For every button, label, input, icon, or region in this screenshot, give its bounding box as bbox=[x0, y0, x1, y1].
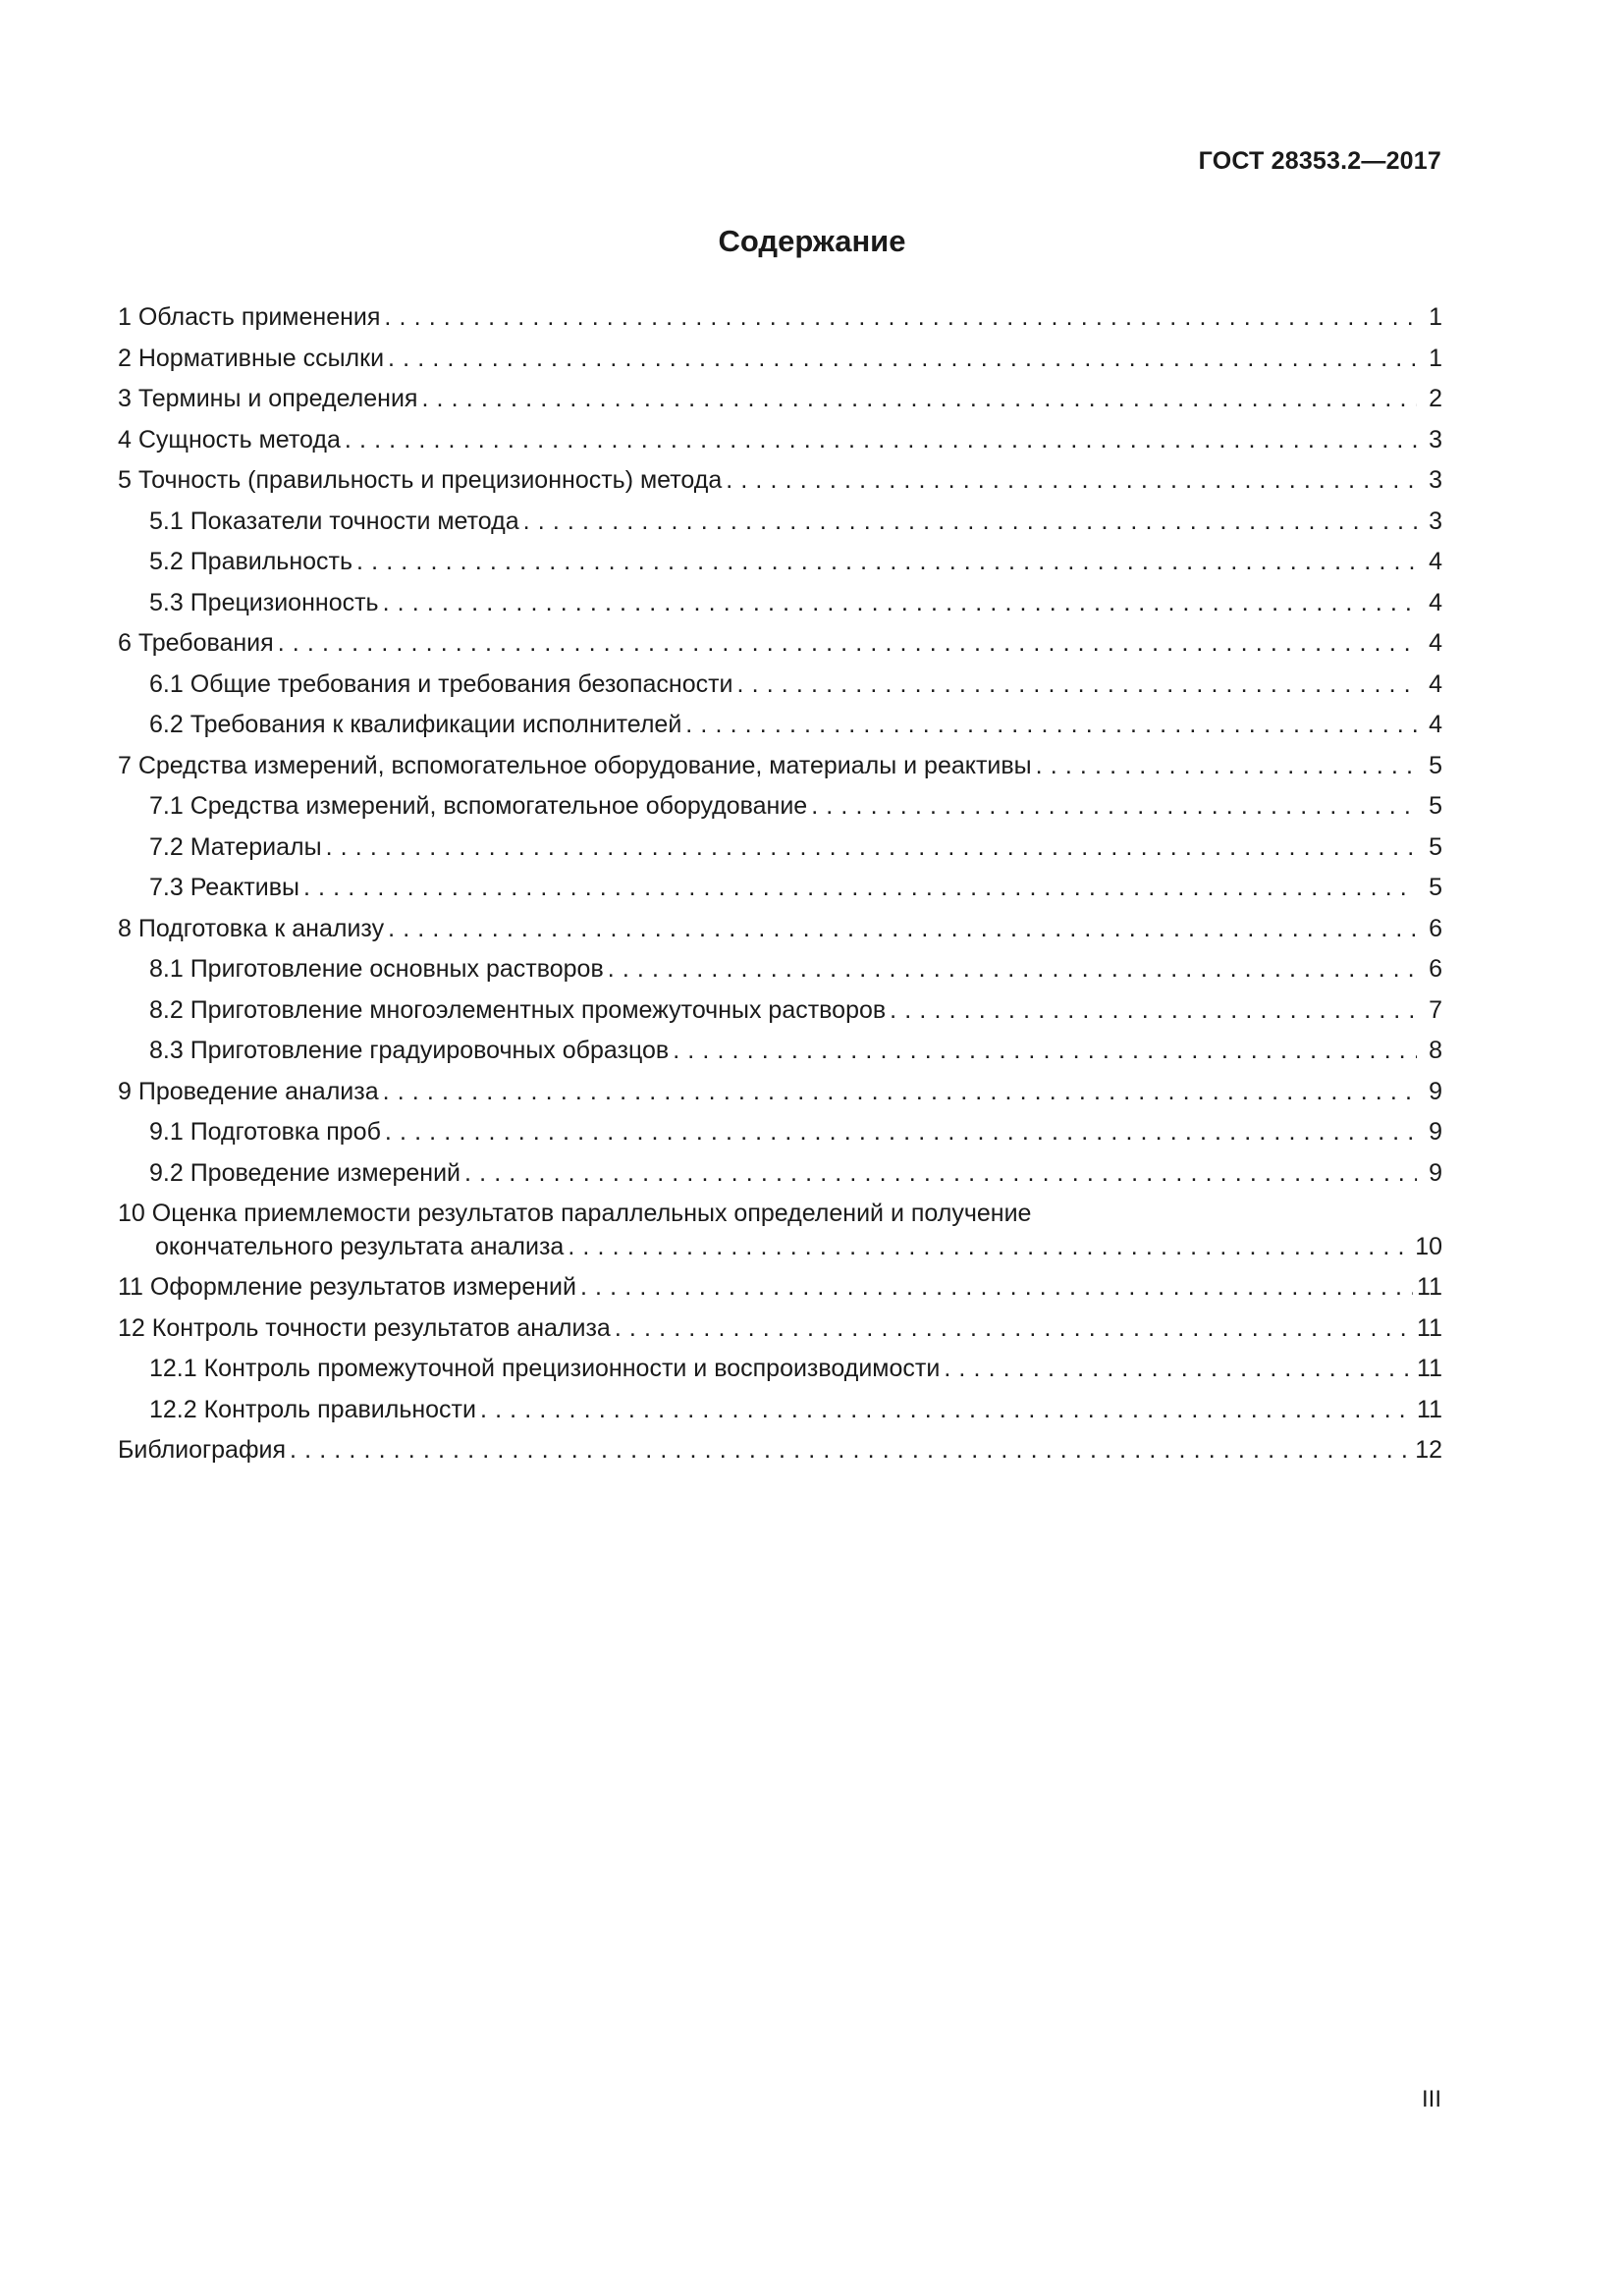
toc-entry[interactable] bbox=[118, 1031, 1442, 1072]
toc-entry-page: 11 bbox=[1417, 1395, 1442, 1423]
toc-entry[interactable] bbox=[118, 1072, 1442, 1113]
toc-dot-leader bbox=[290, 1430, 1411, 1471]
toc-entry-label: 11 Оформление результатов измерений bbox=[118, 1273, 576, 1301]
toc-entry-label: 9.1 Подготовка проб bbox=[149, 1118, 381, 1146]
toc-entry-page: 3 bbox=[1429, 466, 1442, 494]
toc-dot-leader bbox=[326, 828, 1417, 869]
toc-dot-leader bbox=[944, 1349, 1413, 1390]
toc-entry[interactable] bbox=[118, 828, 1442, 869]
toc-entry[interactable] bbox=[118, 420, 1442, 461]
toc-entry[interactable] bbox=[118, 1390, 1442, 1431]
toc-entry-label: Библиография bbox=[118, 1436, 287, 1464]
toc-entry-label: 8.2 Приготовление многоэлементных промежуточных растворов bbox=[149, 995, 887, 1024]
toc-entry-page: 6 bbox=[1429, 914, 1442, 942]
toc-dot-leader bbox=[388, 339, 1417, 380]
toc-entry-page: 3 bbox=[1429, 507, 1442, 535]
toc-entry-page: 5 bbox=[1429, 751, 1442, 779]
page-title: Содержание bbox=[718, 224, 906, 258]
toc-entry-page: 4 bbox=[1429, 588, 1442, 616]
toc-entry[interactable] bbox=[118, 1194, 1442, 1267]
toc-dot-leader bbox=[890, 990, 1417, 1032]
toc-entry[interactable] bbox=[118, 379, 1442, 420]
toc-entry-page: 4 bbox=[1429, 711, 1442, 738]
toc-entry[interactable] bbox=[118, 583, 1442, 624]
toc-entry-page: 12 bbox=[1415, 1436, 1442, 1464]
toc-entry[interactable] bbox=[118, 1349, 1442, 1390]
toc-dot-leader bbox=[615, 1308, 1413, 1350]
toc-entry[interactable] bbox=[118, 868, 1442, 909]
toc-entry-page: 5 bbox=[1429, 792, 1442, 820]
toc-entry-label: 7.2 Материалы bbox=[149, 832, 322, 861]
toc-entry[interactable] bbox=[118, 949, 1442, 990]
toc-entry-label: 12.2 Контроль правильности bbox=[149, 1395, 476, 1423]
toc-dot-leader bbox=[1036, 746, 1417, 787]
toc-entry[interactable] bbox=[118, 460, 1442, 502]
toc-entry-label: 12 Контроль точности результатов анализа bbox=[118, 1313, 611, 1342]
toc-entry-page: 3 bbox=[1429, 425, 1442, 454]
toc-dot-leader bbox=[811, 786, 1417, 828]
toc-dot-leader bbox=[278, 623, 1417, 665]
toc-dot-leader bbox=[608, 949, 1417, 990]
toc-entry-page: 11 bbox=[1417, 1355, 1442, 1382]
toc-entry[interactable] bbox=[118, 990, 1442, 1032]
toc-dot-leader bbox=[726, 460, 1417, 502]
toc-entry-label: 7.3 Реактивы bbox=[149, 874, 299, 901]
toc-entry-page: 5 bbox=[1429, 832, 1442, 861]
toc-entry-label: 6 Требования bbox=[118, 629, 274, 657]
toc-entry[interactable] bbox=[118, 786, 1442, 828]
toc-entry-page: 4 bbox=[1429, 548, 1442, 575]
toc-entry-page: 4 bbox=[1429, 629, 1442, 657]
toc-entry-label: 5.2 Правильность bbox=[149, 548, 353, 575]
toc-entry[interactable] bbox=[118, 502, 1442, 543]
toc-entry-page: 1 bbox=[1429, 344, 1442, 372]
toc-dot-leader bbox=[673, 1031, 1417, 1072]
toc-entry-page: 11 bbox=[1417, 1313, 1442, 1342]
toc-dot-leader bbox=[464, 1153, 1417, 1195]
toc-dot-leader bbox=[737, 665, 1417, 706]
toc-entry[interactable] bbox=[118, 1153, 1442, 1195]
toc-entry-label: 7 Средства измерений, вспомогательное оборудование, материалы и реактивы bbox=[118, 751, 1032, 779]
toc-entry-page: 9 bbox=[1429, 1077, 1442, 1105]
table-of-contents bbox=[118, 297, 1442, 1471]
toc-dot-leader bbox=[568, 1230, 1411, 1263]
toc-entry[interactable] bbox=[118, 705, 1442, 746]
toc-entry[interactable] bbox=[118, 1430, 1442, 1471]
toc-entry-label: 10 Оценка приемлемости результатов параллельных определений и получение bbox=[118, 1200, 1032, 1227]
toc-dot-leader bbox=[421, 379, 1417, 420]
toc-entry-page: 2 bbox=[1429, 385, 1442, 412]
toc-entry-page: 9 bbox=[1429, 1158, 1442, 1187]
toc-entry-page: 5 bbox=[1429, 874, 1442, 901]
toc-entry-page: 1 bbox=[1429, 303, 1442, 331]
toc-entry[interactable] bbox=[118, 1267, 1442, 1308]
toc-entry[interactable] bbox=[118, 1308, 1442, 1350]
toc-dot-leader bbox=[385, 1112, 1417, 1153]
toc-entry-page: 6 bbox=[1429, 955, 1442, 983]
toc-entry[interactable] bbox=[118, 746, 1442, 787]
toc-dot-leader bbox=[383, 583, 1417, 624]
toc-entry-page: 10 bbox=[1415, 1233, 1442, 1260]
document-code: ГОСТ 28353.2—2017 bbox=[1198, 147, 1441, 175]
toc-entry-page: 8 bbox=[1429, 1037, 1442, 1064]
toc-dot-leader bbox=[480, 1390, 1413, 1431]
toc-entry-label-continuation: окончательного результата анализа bbox=[155, 1233, 565, 1260]
toc-entry-label: 8.3 Приготовление градуировочных образцов bbox=[149, 1037, 670, 1064]
toc-entry-label: 8 Подготовка к анализу bbox=[118, 914, 385, 942]
toc-entry-label: 7.1 Средства измерений, вспомогательное оборудование bbox=[149, 792, 808, 820]
toc-entry-page: 9 bbox=[1429, 1118, 1442, 1146]
toc-dot-leader bbox=[384, 297, 1417, 339]
toc-entry[interactable] bbox=[118, 665, 1442, 706]
toc-entry-label: 9 Проведение анализа bbox=[118, 1077, 379, 1105]
page-number: III bbox=[1421, 2086, 1441, 2112]
toc-dot-leader bbox=[303, 868, 1417, 909]
toc-dot-leader bbox=[388, 909, 1417, 950]
toc-entry[interactable] bbox=[118, 339, 1442, 380]
toc-entry-label: 6.1 Общие требования и требования безопасности bbox=[149, 669, 733, 698]
toc-entry-label: 5 Точность (правильность и прецизионность) метода bbox=[118, 466, 723, 494]
toc-entry-page: 11 bbox=[1417, 1273, 1442, 1301]
toc-entry[interactable] bbox=[118, 909, 1442, 950]
toc-entry-label: 3 Термины и определения bbox=[118, 385, 418, 412]
toc-dot-leader bbox=[580, 1267, 1413, 1308]
toc-entry-page: 7 bbox=[1429, 995, 1442, 1024]
toc-entry-label: 4 Сущность метода bbox=[118, 425, 341, 454]
toc-entry[interactable] bbox=[118, 623, 1442, 665]
toc-entry-label: 5.3 Прецизионность bbox=[149, 588, 379, 616]
toc-dot-leader bbox=[523, 502, 1417, 543]
toc-entry-label: 6.2 Требования к квалификации исполнителей bbox=[149, 711, 682, 738]
toc-entry-label: 9.2 Проведение измерений bbox=[149, 1158, 461, 1187]
toc-entry-label: 8.1 Приготовление основных растворов bbox=[149, 955, 604, 983]
toc-dot-leader bbox=[345, 420, 1417, 461]
toc-dot-leader bbox=[356, 542, 1417, 583]
toc-entry[interactable] bbox=[118, 542, 1442, 583]
toc-dot-leader bbox=[685, 705, 1417, 746]
toc-dot-leader bbox=[383, 1072, 1417, 1113]
toc-entry-page: 4 bbox=[1429, 669, 1442, 698]
toc-entry-label: 12.1 Контроль промежуточной прецизионности и воспроизводимости bbox=[149, 1355, 941, 1382]
toc-entry-label: 2 Нормативные ссылки bbox=[118, 344, 385, 372]
toc-entry[interactable] bbox=[118, 297, 1442, 339]
toc-entry-label: 1 Область применения bbox=[118, 303, 381, 331]
toc-entry[interactable] bbox=[118, 1112, 1442, 1153]
toc-entry-label: 5.1 Показатели точности метода bbox=[149, 507, 519, 535]
